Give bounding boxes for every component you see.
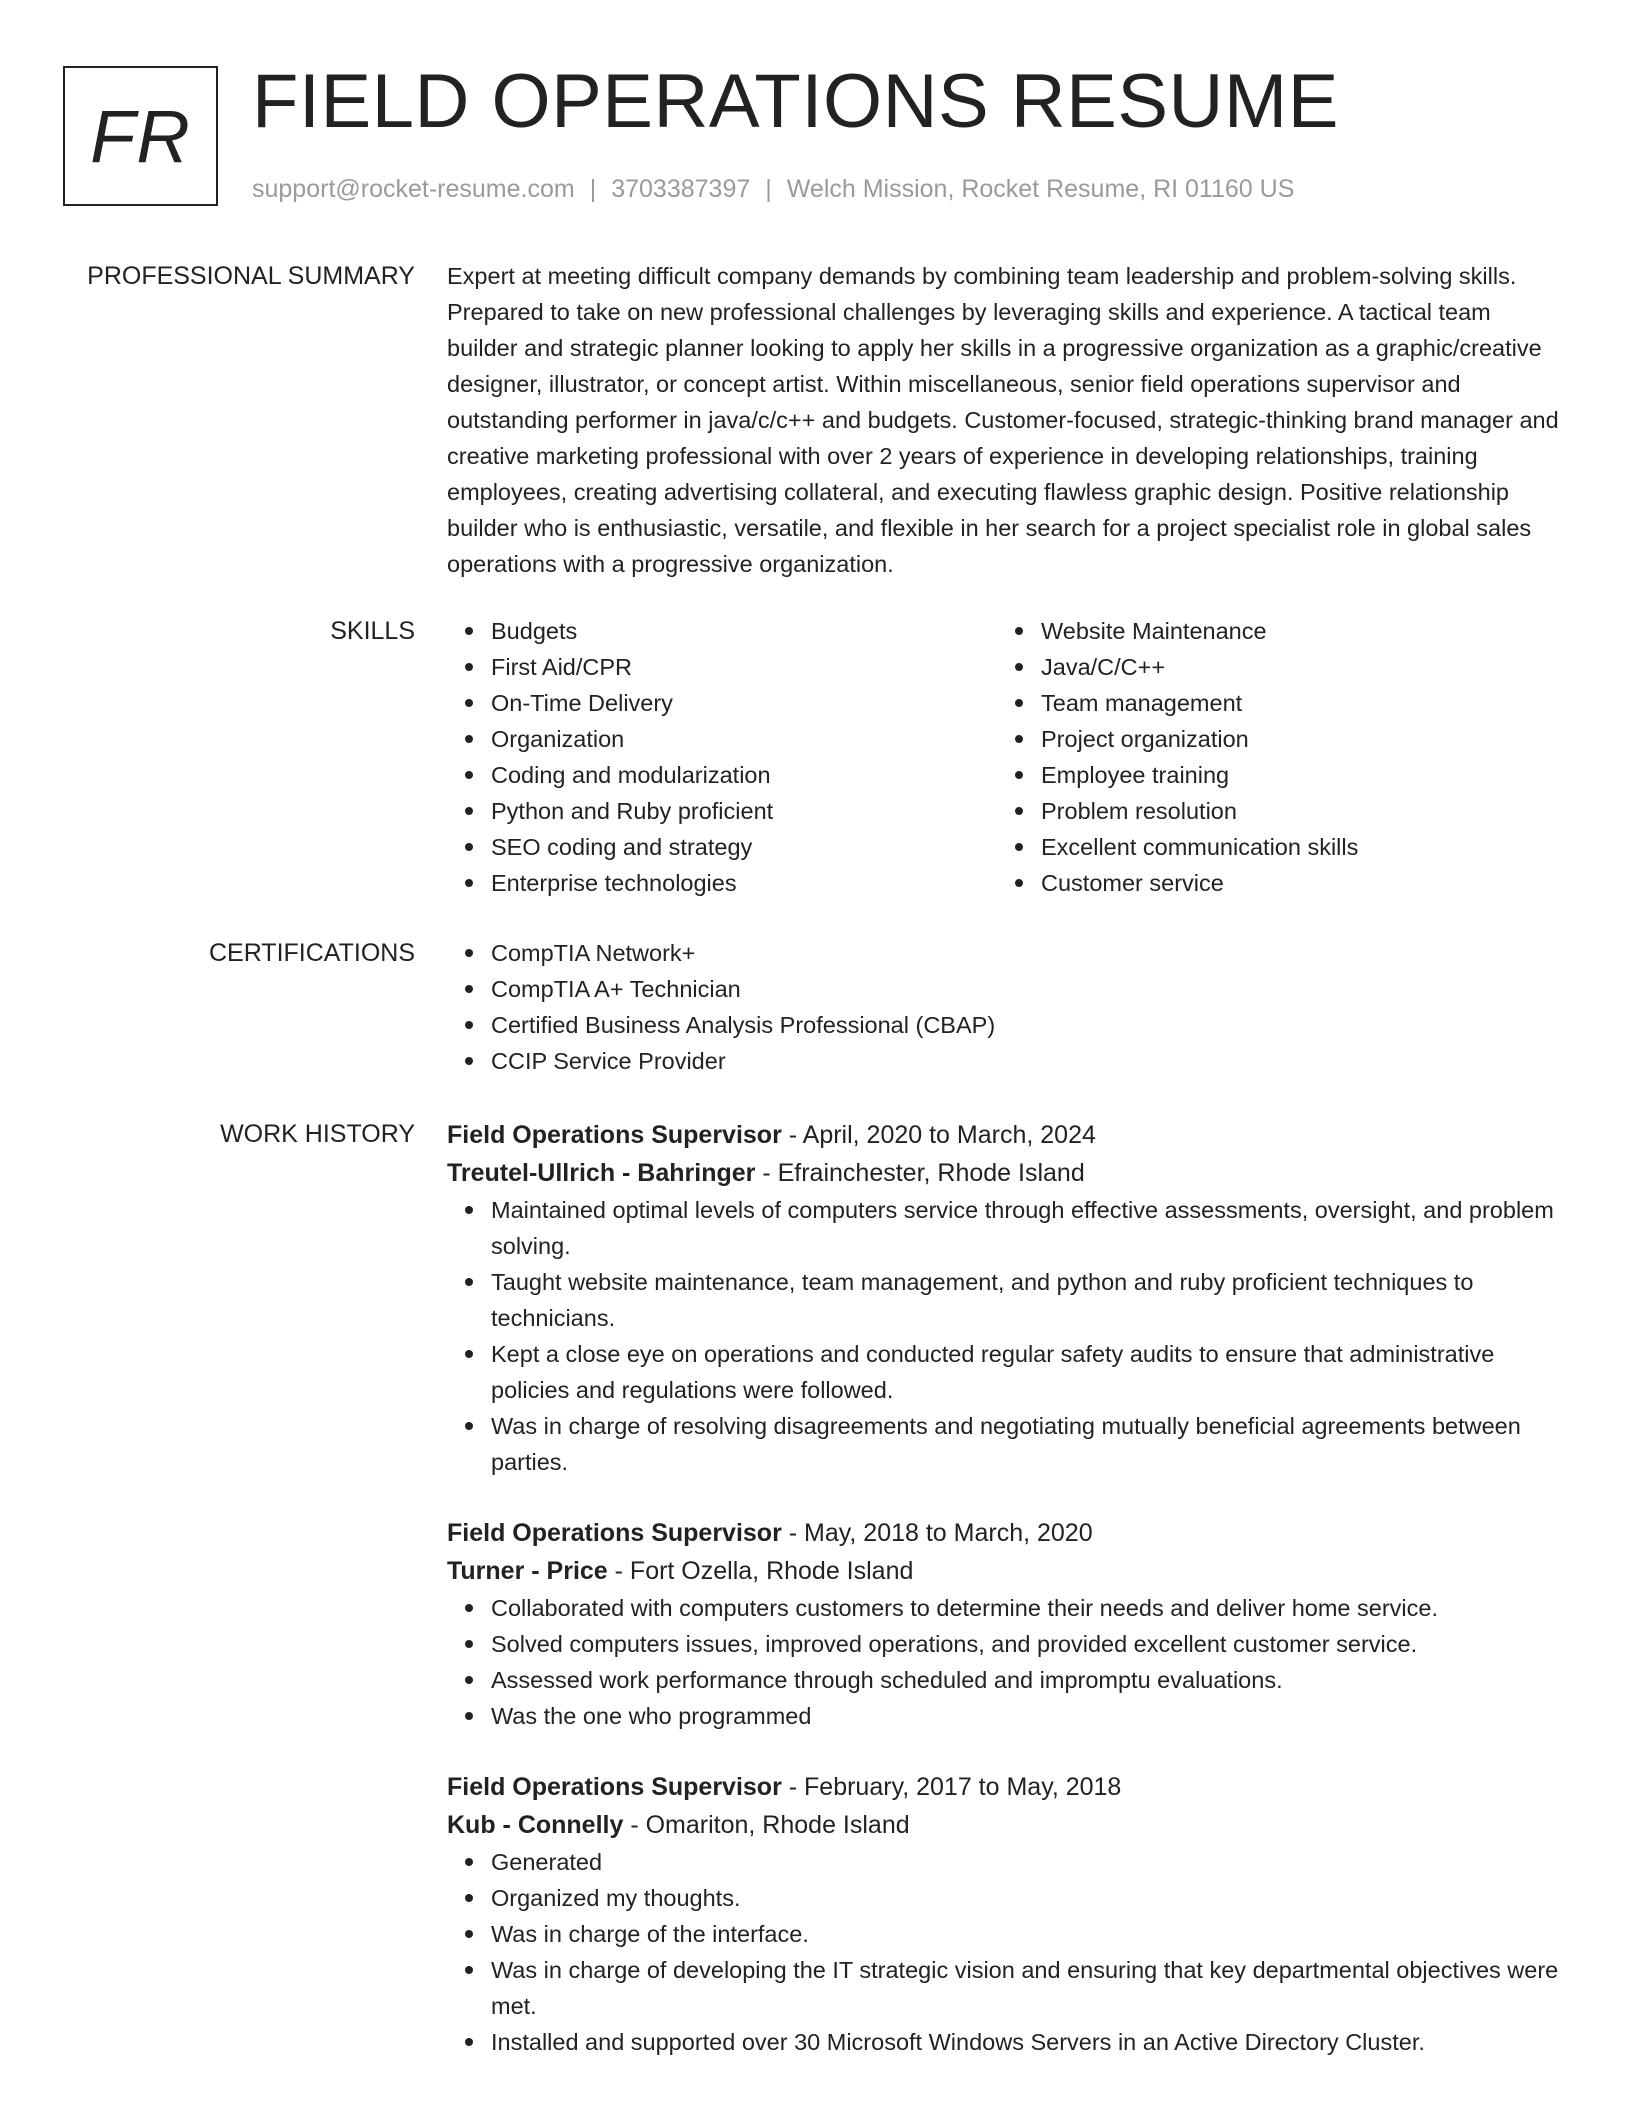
contact-separator: | [589,175,597,203]
skill-item: Problem resolution [1041,793,1547,829]
job-role: Field Operations Supervisor [447,1519,782,1547]
job-bullet: Installed and supported over 30 Microsoft Windows Servers in an Active Directory Cluster. [491,2024,1561,2060]
job-bullet: Collaborated with computers customers to determine their needs and deliver home service. [491,1590,1561,1626]
skill-item: On-Time Delivery [491,685,997,721]
work-history-body [447,1116,1562,2094]
contact-email: support@rocket-resume.com [252,175,575,203]
skills-list-left [447,613,997,901]
job-bullet: Assessed work performance through scheduled and impromptu evaluations. [491,1662,1561,1698]
skills-column-left [447,613,997,901]
job-bullet: Was in charge of resolving disagreements and negotiating mutually beneficial agreements between parties. [491,1408,1561,1480]
skill-item: Excellent communication skills [1041,829,1547,865]
job-company-line [447,1806,1562,1844]
job-location: - Fort Ozella, Rhode Island [607,1557,914,1585]
job-bullet: Was in charge of the interface. [491,1916,1561,1952]
job-location: - Omariton, Rhode Island [623,1811,910,1839]
skill-item: Project organization [1041,721,1547,757]
skill-item: Employee training [1041,757,1547,793]
job-bullet: Kept a close eye on operations and conducted regular safety audits to ensure that administrative policies and regulations were followed. [491,1336,1561,1408]
certifications-body [447,935,1562,1079]
job-location: - Efrainchester, Rhode Island [755,1159,1085,1187]
job-entry [447,1768,1562,2060]
skill-item: Website Maintenance [1041,613,1547,649]
summary-text: Expert at meeting difficult company demands by combining team leadership and problem-solving skills. Prepared to take on new professional challenges by leveraging skills and experience. A tactical team builder and strategic planner looking to apply her skills in a progressive organization as a graphic/creative designer, illustrator, or concept artist. Within miscellaneous, senior field operations supervisor and outstanding performer in java/c/c++ and budgets. Customer-focused, strategic-thinking brand manager and creative marketing professional with over 2 years of experience in developing relationships, training employees, creating advertising collateral, and executing flawless graphic design. Positive relationship builder who is enthusiastic, versatile, and flexible in her search for a project specialist role in global sales operations with a progressive organization. [447,263,1559,577]
skills-column-right [997,613,1547,901]
job-bullet: Organized my thoughts. [491,1880,1561,1916]
job-bullet: Taught website maintenance, team management, and python and ruby proficient techniques to technicians. [491,1264,1561,1336]
job-bullet-list [447,1590,1562,1734]
skill-item: SEO coding and strategy [491,829,997,865]
summary-heading: PROFESSIONAL SUMMARY [87,262,415,290]
certification-item: CCIP Service Provider [491,1043,1562,1079]
job-company: Turner - Price [447,1557,608,1585]
certification-item: Certified Business Analysis Professional (CBAP) [491,1007,1562,1043]
contact-separator: | [765,175,772,203]
monogram-box [63,66,218,206]
job-bullet: Was in charge of developing the IT strategic vision and ensuring that key departmental objectives were met. [491,1952,1561,2024]
certifications-list [447,935,1562,1079]
job-bullet: Maintained optimal levels of computers service through effective assessments, oversight, and problem solving. [491,1192,1561,1264]
contact-address: Welch Mission, Rocket Resume, RI 01160 US [786,175,1295,203]
job-company: Treutel-Ullrich - Bahringer [447,1159,756,1187]
job-role-line [447,1116,1562,1154]
resume-title: FIELD OPERATIONS RESUME [252,59,1339,144]
skill-item: Coding and modularization [491,757,997,793]
job-dates: - February, 2017 to May, 2018 [781,1773,1122,1801]
skill-item: Organization [491,721,997,757]
skill-item: Java/C/C++ [1041,649,1547,685]
monogram-initials: FR [90,94,191,178]
work-history-heading: WORK HISTORY [220,1120,415,1148]
skills-list-right [997,613,1547,901]
skill-item: First Aid/CPR [491,649,997,685]
skill-item: Budgets [491,613,997,649]
job-bullet-list [447,1844,1562,2060]
job-company: Kub - Connelly [447,1811,624,1839]
job-company-line [447,1552,1562,1590]
job-bullet-list [447,1192,1562,1480]
certification-item: CompTIA Network+ [491,935,1562,971]
job-role: Field Operations Supervisor [447,1121,782,1149]
certification-item: CompTIA A+ Technician [491,971,1562,1007]
skills-heading: SKILLS [330,617,415,645]
contact-phone: 3703387397 [611,175,751,203]
job-dates: - April, 2020 to March, 2024 [781,1121,1096,1149]
job-role-line [447,1514,1562,1552]
job-bullet: Generated [491,1844,1561,1880]
skill-item: Customer service [1041,865,1547,901]
job-company-line [447,1154,1562,1192]
job-role: Field Operations Supervisor [447,1773,782,1801]
job-bullet: Solved computers issues, improved operations, and provided excellent customer service. [491,1626,1561,1662]
summary-body [447,258,1562,582]
skill-item: Team management [1041,685,1547,721]
skills-body [447,613,1562,901]
job-bullet: Was the one who programmed [491,1698,1561,1734]
skill-item: Enterprise technologies [491,865,997,901]
certifications-heading: CERTIFICATIONS [208,939,415,967]
job-dates: - May, 2018 to March, 2020 [781,1519,1093,1547]
job-entry [447,1514,1562,1734]
contact-line [252,174,1294,204]
job-role-line [447,1768,1562,1806]
job-entry [447,1116,1562,1480]
skill-item: Python and Ruby proficient [491,793,997,829]
skills-grid [447,613,1562,901]
